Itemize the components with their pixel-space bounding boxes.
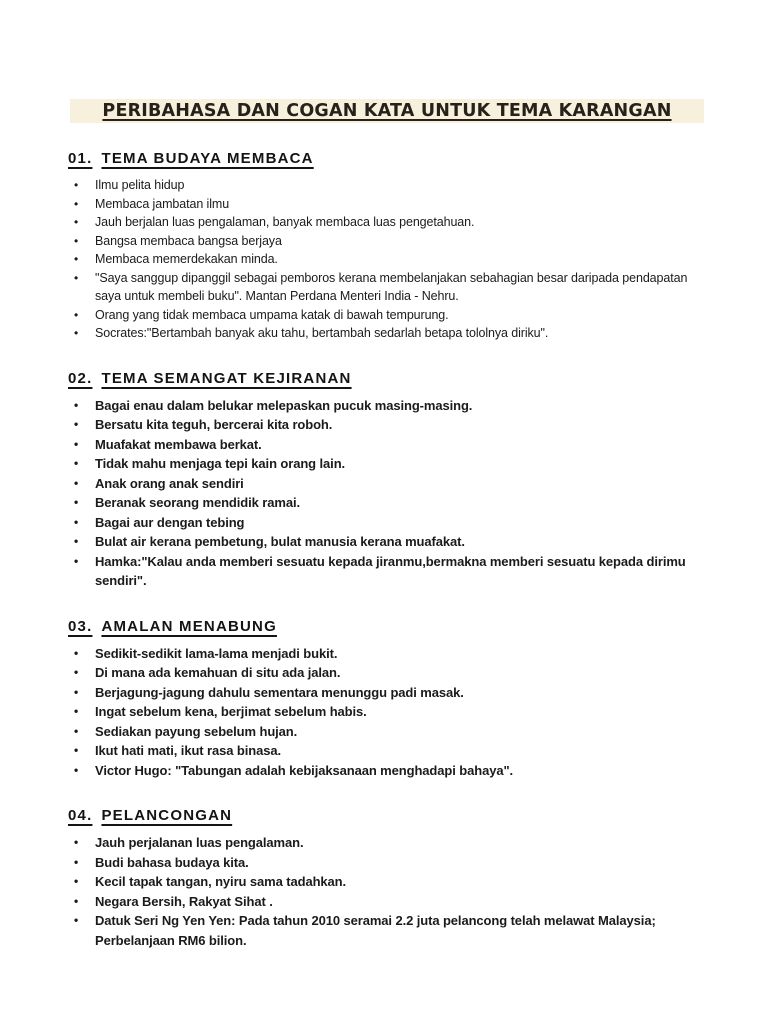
- list-item: [68, 663, 714, 683]
- list-item-text: Berjagung-jagung dahulu sementara menunggu padi masak.: [95, 684, 464, 700]
- list-item-text: Victor Hugo: "Tabungan adalah kebijaksanaan menghadapi bahaya".: [95, 762, 514, 778]
- bullet-icon: •: [74, 436, 79, 451]
- section-heading: [68, 150, 714, 167]
- list-item: [68, 741, 714, 761]
- list-item-text: Jauh berjalan luas pengalaman, banyak membaca luas pengetahuan.: [95, 215, 475, 229]
- section-number: 01.: [68, 150, 93, 167]
- bullet-icon: •: [74, 417, 79, 431]
- bullet-icon: •: [74, 723, 79, 738]
- list-item: [68, 833, 714, 853]
- list-item-text: Negara Bersih, Rakyat Sihat .: [95, 893, 273, 909]
- list-item-text: Bagai enau dalam belukar melepaskan pucuk masing-masing.: [95, 397, 473, 413]
- list-item-text: Di mana ada kemahuan di situ ada jalan.: [95, 665, 341, 680]
- list-item-text: Ingat sebelum kena, berjimat sebelum habis.: [95, 704, 367, 719]
- section-number: 02.: [68, 369, 93, 387]
- list-item: [68, 911, 714, 950]
- section-title: AMALAN MENABUNG: [101, 617, 277, 635]
- bullet-icon: •: [74, 534, 79, 548]
- bullet-icon: •: [74, 233, 79, 248]
- list-item: [68, 324, 714, 343]
- list-item: [68, 195, 714, 214]
- list-item: [68, 702, 714, 722]
- list-item: [68, 306, 714, 325]
- section-heading: [68, 807, 714, 824]
- list-item: [68, 396, 714, 416]
- list-item: [68, 269, 714, 306]
- bullet-icon: •: [74, 178, 79, 192]
- bullet-icon: •: [74, 196, 79, 211]
- list-item: [68, 532, 714, 552]
- list-item-text: Membaca jambatan ilmu: [95, 196, 230, 211]
- list-item-text: Bersatu kita teguh, bercerai kita roboh.: [95, 417, 333, 432]
- document-title: PERIBAHASA DAN COGAN KATA UNTUK TEMA KARANGAN: [102, 101, 672, 121]
- bullet-icon: •: [74, 514, 79, 529]
- bullet-icon: •: [74, 645, 79, 660]
- bullet-icon: •: [74, 665, 79, 679]
- list-item: [68, 250, 714, 269]
- list-item-text: Kecil tapak tangan, nyiru sama tadahkan.: [95, 874, 347, 889]
- section-04: [68, 807, 714, 950]
- list-item: [68, 761, 714, 781]
- list-item-text: Bulat air kerana pembetung, bulat manusia kerana muafakat.: [95, 534, 465, 549]
- bullet-icon: •: [74, 762, 79, 777]
- list-item-text: Bangsa membaca bangsa berjaya: [95, 233, 282, 248]
- list-item-text: Beranak seorang mendidik ramai.: [95, 495, 300, 510]
- section-title: TEMA BUDAYA MEMBACA: [101, 150, 314, 167]
- list-item-text: Tidak mahu menjaga tepi kain orang lain.: [95, 456, 346, 471]
- list-item: [68, 722, 714, 742]
- list-item: [68, 232, 714, 251]
- bullet-icon: •: [74, 553, 79, 568]
- list-item: [68, 435, 714, 455]
- section-title: PELANCONGAN: [101, 807, 233, 824]
- list-item-text: Ikut hati mati, ikut rasa binasa.: [95, 743, 281, 758]
- sections-container: [68, 150, 714, 950]
- list-item-text: "Saya sanggup dipanggil sebagai pemboros kerana membelanjakan sebahagian besar daripada pendapatan saya untuk membeli buku". Mantan Perdana Menteri India - Nehru.: [95, 270, 688, 303]
- list-item: [68, 454, 714, 474]
- list-item: [68, 415, 714, 435]
- list-item: [68, 474, 714, 494]
- bullet-icon: •: [74, 893, 79, 908]
- section-02: [68, 370, 714, 591]
- section-title: TEMA SEMANGAT KEJIRANAN: [101, 369, 352, 387]
- list-item-text: Membaca memerdekakan minda.: [95, 252, 278, 266]
- bullet-list: [68, 644, 714, 781]
- bullet-icon: •: [74, 397, 79, 412]
- bullet-icon: •: [74, 874, 79, 888]
- document-title-strip: [70, 99, 704, 123]
- section-heading: [68, 618, 714, 635]
- list-item-text: Sedikit-sedikit lama-lama menjadi bukit.: [95, 645, 338, 661]
- bullet-icon: •: [74, 854, 79, 869]
- list-item-text: Budi bahasa budaya kita.: [95, 854, 249, 870]
- bullet-icon: •: [74, 326, 79, 340]
- bullet-icon: •: [74, 252, 79, 266]
- list-item-text: Jauh perjalanan luas pengalaman.: [95, 835, 304, 850]
- bullet-icon: •: [74, 475, 79, 490]
- section-heading: [68, 370, 714, 387]
- bullet-icon: •: [74, 835, 79, 849]
- list-item: [68, 853, 714, 873]
- list-item-text: Orang yang tidak membaca umpama katak di bawah tempurung.: [95, 307, 449, 322]
- list-item: [68, 493, 714, 513]
- list-item-text: Socrates:"Bertambah banyak aku tahu, bertambah sedarlah betapa tololnya diriku".: [95, 326, 549, 340]
- bullet-icon: •: [74, 913, 79, 927]
- section-03: [68, 618, 714, 781]
- bullet-list: [68, 396, 714, 591]
- list-item-text: Ilmu pelita hidup: [95, 178, 185, 192]
- bullet-icon: •: [74, 307, 79, 322]
- bullet-icon: •: [74, 215, 79, 229]
- section-01: [68, 150, 714, 343]
- list-item-text: Hamka:"Kalau anda memberi sesuatu kepada jiranmu,bermakna memberi sesuatu kepada dirimu sendiri".: [95, 553, 686, 588]
- bullet-icon: •: [74, 684, 79, 699]
- bullet-icon: •: [74, 704, 79, 718]
- list-item: [68, 213, 714, 232]
- list-item: [68, 552, 714, 591]
- bullet-list: [68, 176, 714, 343]
- bullet-icon: •: [74, 743, 79, 757]
- bullet-icon: •: [74, 456, 79, 470]
- list-item: [68, 176, 714, 195]
- list-item: [68, 644, 714, 664]
- list-item: [68, 683, 714, 703]
- list-item: [68, 872, 714, 892]
- bullet-icon: •: [74, 270, 79, 285]
- list-item-text: Muafakat membawa berkat.: [95, 436, 262, 452]
- list-item: [68, 513, 714, 533]
- list-item-text: Datuk Seri Ng Yen Yen: Pada tahun 2010 seramai 2.2 juta pelancong telah melawat Malaysia; Perbelanjaan RM6 bilion.: [95, 913, 656, 948]
- bullet-icon: •: [74, 495, 79, 509]
- list-item-text: Anak orang anak sendiri: [95, 475, 244, 491]
- list-item-text: Sediakan payung sebelum hujan.: [95, 723, 298, 739]
- bullet-list: [68, 833, 714, 950]
- section-number: 04.: [68, 807, 93, 824]
- section-number: 03.: [68, 617, 93, 635]
- list-item-text: Bagai aur dengan tebing: [95, 514, 245, 530]
- list-item: [68, 892, 714, 912]
